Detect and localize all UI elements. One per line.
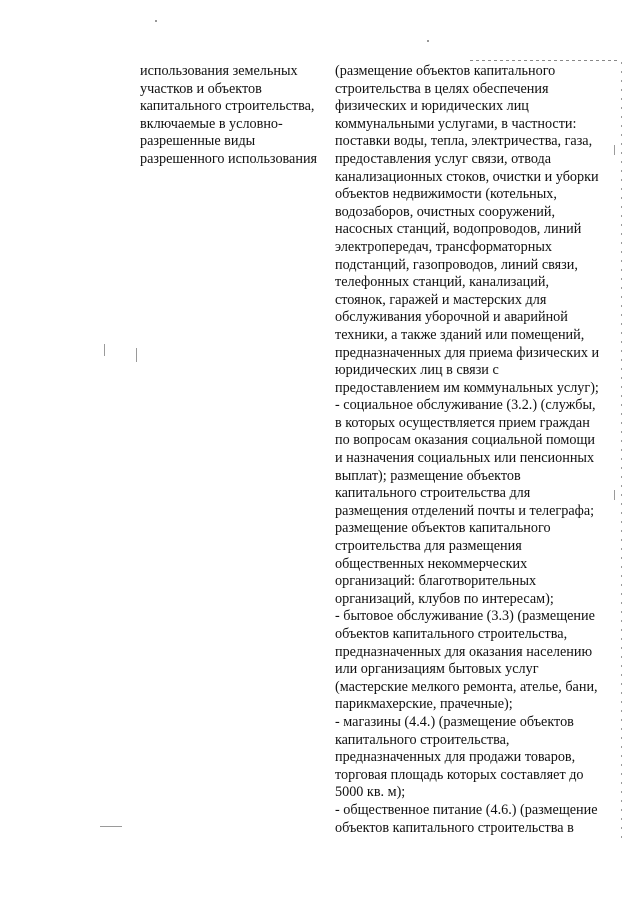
text-line: организаций: благотворительных <box>335 573 537 590</box>
text-line: - магазины (4.4.) (размещение объектов <box>335 713 574 730</box>
text-line: предоставления услуг связи, отвода <box>335 150 552 167</box>
text-line: в которых осуществляется прием граждан <box>335 414 590 431</box>
text-line: торговая площадь которых составляет до <box>335 766 584 783</box>
text-line: поставки воды, тепла, электричества, газа, <box>335 133 593 150</box>
text-line: выплат); размещение объектов <box>335 467 521 484</box>
text-line: канализационных стоков, очистки и уборки <box>335 168 599 185</box>
text-line: парикмахерские, прачечные); <box>335 696 513 713</box>
text-line: техники, а также зданий или помещений, <box>335 326 585 343</box>
scan-edge-line-top <box>470 60 620 61</box>
scan-mark-left <box>104 344 105 356</box>
scan-edge-line-right <box>621 62 622 842</box>
text-line: предназначенных для оказания населению <box>335 643 593 660</box>
text-line: капитального строительства, <box>140 98 315 115</box>
text-line: - бытовое обслуживание (3.3) (размещение <box>335 608 595 625</box>
text-line: объектов недвижимости (котельных, <box>335 186 557 203</box>
text-line: стоянок, гаражей и мастерских для <box>335 291 547 308</box>
text-line: обслуживания уборочной и аварийной <box>335 309 568 326</box>
text-line: строительства в целях обеспечения <box>335 80 549 97</box>
text-line: предназначенных для приема физических и <box>335 344 600 361</box>
text-line: объектов капитального строительства в <box>335 819 574 836</box>
text-line: водозаборов, очистных сооружений, <box>335 203 556 220</box>
scan-speck <box>155 20 157 22</box>
text-line: электропередач, трансформаторных <box>335 238 552 255</box>
text-line: строительства для размещения <box>335 538 522 555</box>
text-line: коммунальными услугами, в частности: <box>335 115 577 132</box>
text-line: общественных некоммерческих <box>335 555 528 572</box>
text-line: 5000 кв. м); <box>335 784 406 801</box>
scan-speck <box>427 40 429 42</box>
text-line: (размещение объектов капитального <box>335 63 556 79</box>
text-line: подстанций, газопроводов, линий связи, <box>335 256 578 273</box>
text-line: (мастерские мелкого ремонта, ателье, бани, <box>335 678 598 695</box>
text-line: капитального строительства для <box>335 485 531 502</box>
text-line: организаций, клубов по интересам); <box>335 590 554 607</box>
text-line: юридических лиц в связи с <box>335 362 499 379</box>
text-line: предназначенных для продажи товаров, <box>335 749 576 766</box>
text-line: участков и объектов <box>140 80 262 97</box>
text-line: размещение объектов капитального <box>335 520 551 537</box>
text-line: по вопросам оказания социальной помощи <box>335 432 595 449</box>
text-line: - социальное обслуживание (3.2.) (службы, <box>335 397 596 414</box>
text-line: разрешенные виды <box>140 133 256 150</box>
scan-mark-bottom-left <box>100 826 122 827</box>
text-line: размещения отделений почты и телеграфа; <box>335 502 595 519</box>
right-column-text <box>335 63 620 837</box>
text-line: капитального строительства, <box>335 731 510 748</box>
text-line: - общественное питание (4.6.) (размещение <box>335 801 598 818</box>
text-line: насосных станций, водопроводов, линий <box>335 221 582 238</box>
text-line: использования земельных <box>140 63 298 79</box>
text-line: и назначения социальных или пенсионных <box>335 450 595 467</box>
text-line: предоставлением им коммунальных услуг); <box>335 379 599 396</box>
text-line: или организациям бытовых услуг <box>335 661 539 678</box>
text-line: телефонных станций, канализаций, <box>335 274 550 291</box>
left-column-text <box>140 63 335 169</box>
text-line: физических и юридических лиц <box>335 98 529 115</box>
text-line: включаемые в условно- <box>140 115 283 132</box>
text-line: разрешенного использования <box>140 150 318 167</box>
scan-mark-left <box>136 348 137 362</box>
text-line: объектов капитального строительства, <box>335 626 568 642</box>
